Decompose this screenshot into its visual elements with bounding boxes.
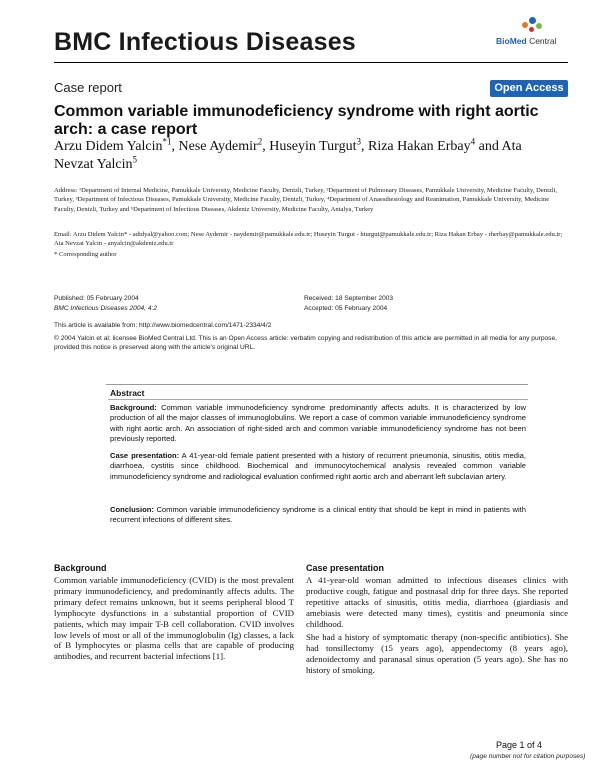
logo-dot (529, 27, 534, 32)
header-divider (54, 62, 568, 63)
page-number: Page 1 of 4 (496, 740, 543, 750)
journal-title: BMC Infectious Diseases (54, 28, 356, 56)
abstract-heading: Abstract (110, 388, 145, 398)
open-access-badge: Open Access (490, 80, 568, 97)
logo-dot (522, 22, 528, 28)
biomed-central-logo (496, 16, 566, 50)
logo-text (496, 36, 556, 46)
abstract-conclusion-label: Conclusion: (110, 505, 154, 514)
author-name: Nese Aydemir (178, 139, 258, 154)
abstract-conclusion-text: Common variable immunodeficiency syndrome is a clinical entity that should be kept in mind in patients with recurrent infections of different sites. (110, 505, 526, 525)
article-type: Case report (54, 80, 122, 95)
abstract-background (110, 403, 526, 445)
author-name: and Ata Nevzat Yalcin (54, 139, 522, 172)
author-name: Riza Hakan Erbay (367, 139, 471, 154)
review-dates (304, 294, 564, 315)
background-paragraph: Common variable immunodeficiency (CVID) is the most prevalent primary immunodeficiency, and predominantly affects adults. The primary defect remains unknown, but it seems peripheral blood T lymphocyte dysfunctions in a substantial proportion of CVID patients, which may impair T-B cell collaboration. CVID involves low levels of most or all of the immunoglobulin (Ig) classes, a lack of B lymphocytes or plasma cells that are capable of producing antibodies, and recurrent bacterial infections [1]. (54, 575, 294, 662)
logo-dot (529, 17, 536, 24)
case-presentation-heading: Case presentation (306, 563, 385, 573)
article-url[interactable]: This article is available from: http://www.biomedcentral.com/1471-2334/4/2 (54, 322, 272, 329)
abstract-background-text: Common variable immunodeficiency syndrome predominantly affects adults. It is characterized by low production of all the major classes of immunoglobulins. We report a case of common variable immunodeficiency syndrome with right aortic arch. An association of right-sided arch and common variable immunodeficiency syndrome has not been previously reported. (110, 403, 526, 444)
accepted-date: Accepted: 05 February 2004 (304, 305, 388, 313)
publication-info (54, 294, 294, 315)
abstract-conclusion (110, 505, 526, 526)
logo-dots-icon (520, 16, 544, 34)
author-addresses: Address: ¹Department of Internal Medicine, Pamukkale University, Medicine Faculty, Denizli, Turkey, ²Department of Pulmonary Diseases, Pamukkale University, Medicine Faculty, Denizli, Turkey, ³Department of Infectious Diseases, Pamukkale University, Medicine Faculty, Denizli, Turkey, ⁴Department of Anaesthesiology and Reanimation, Pamukkale University, Medicine Faculty, Denizli, Turkey and ⁵Department of Infectious Diseases, Akdeniz University, Medicine Faculty, Antalya, Turkey (54, 187, 558, 213)
background-heading: Background (54, 563, 107, 573)
abstract-background-label: Background: (110, 403, 157, 412)
citation: BMC Infectious Diseases 2004, 4:2 (54, 305, 157, 313)
abstract-case-text: A 41-year-old female patient presented with a history of recurrent pneumonia, sinusitis, otitis media, diarrhoea, cystitis since childhood. Biochemical and immunocytochemical analysis revealed common variable immunodeficiency syndrome and radiological evaluation confirmed right aortic arch and aberrant left subclavian artery. (110, 451, 526, 481)
article-title: Common variable immunodeficiency syndrome with right aortic arch: a case report (54, 103, 539, 138)
author-affiliation-marker: 5 (132, 154, 138, 165)
author-name: Arzu Didem Yalcin (54, 139, 163, 154)
author-affiliation-marker: 2 (257, 136, 263, 147)
logo-text-bio: BioMed (496, 36, 527, 46)
case-presentation-paragraph: A 41-year-old woman admitted to infectious diseases clinics with productive cough, fatigue and postnasal drip for three days. She reported repetitive attacks of sinusitis, otitis media, diarrhoea (giardiasis and amebiasis were detected many times), cystitis and pneumonia since childhood. (306, 575, 568, 629)
author-emails: Email: Arzu Didem Yalcin* - adidyal@yahoo.com; Nese Aydemir - naydemir@pamukkale.edu.tr; Huseyin Turgut - hturgut@pamukkale.edu.tr; Riza Hakan Erbay - rherbay@pamukkale.edu.tr; Ata Nevzat Yalcin - anyalcin@akdeniz.edu.tr (54, 231, 563, 248)
abstract-divider (108, 399, 528, 400)
author-list: Arzu Didem Yalcin$^{*1}$, Nese Aydemir$^2$, Huseyin Turgut$^3$, Riza Hakan Erbay$^4$ and Ata Nevzat Yalcin$^5$ (54, 136, 522, 172)
case-presentation-paragraph: She had a history of symptomatic therapy (non-specific antibiotics). She had tonsillectomy (15 years ago), appendectomy (8 years ago), adenoidectomy and paranasal sinus operation (5 years ago). She has no history of smoking. (306, 632, 568, 675)
license-notice: © 2004 Yalcin et al; licensee BioMed Central Ltd. This is an Open Access article: verbatim copying and redistribution of this article are permitted in all media for any purpose, provided this notice is preserved along with the article's original URL. (54, 335, 557, 352)
received-date: Received: 18 September 2003 (304, 295, 394, 302)
author-affiliation-marker: 3 (356, 136, 361, 147)
published-date: Published: 05 February 2004 (54, 295, 139, 302)
page-number-note: (page number not for citation purposes) (470, 753, 586, 760)
abstract-case-label: Case presentation: (110, 451, 180, 460)
logo-text-central: Central (526, 36, 557, 46)
author-name: Huseyin Turgut (269, 139, 357, 154)
corresponding-author-note: * Corresponding author (54, 251, 117, 258)
author-affiliation-marker: 4 (470, 136, 476, 147)
logo-dot (536, 23, 542, 29)
abstract-case-presentation (110, 451, 526, 482)
author-affiliation-marker: *1 (162, 136, 172, 147)
